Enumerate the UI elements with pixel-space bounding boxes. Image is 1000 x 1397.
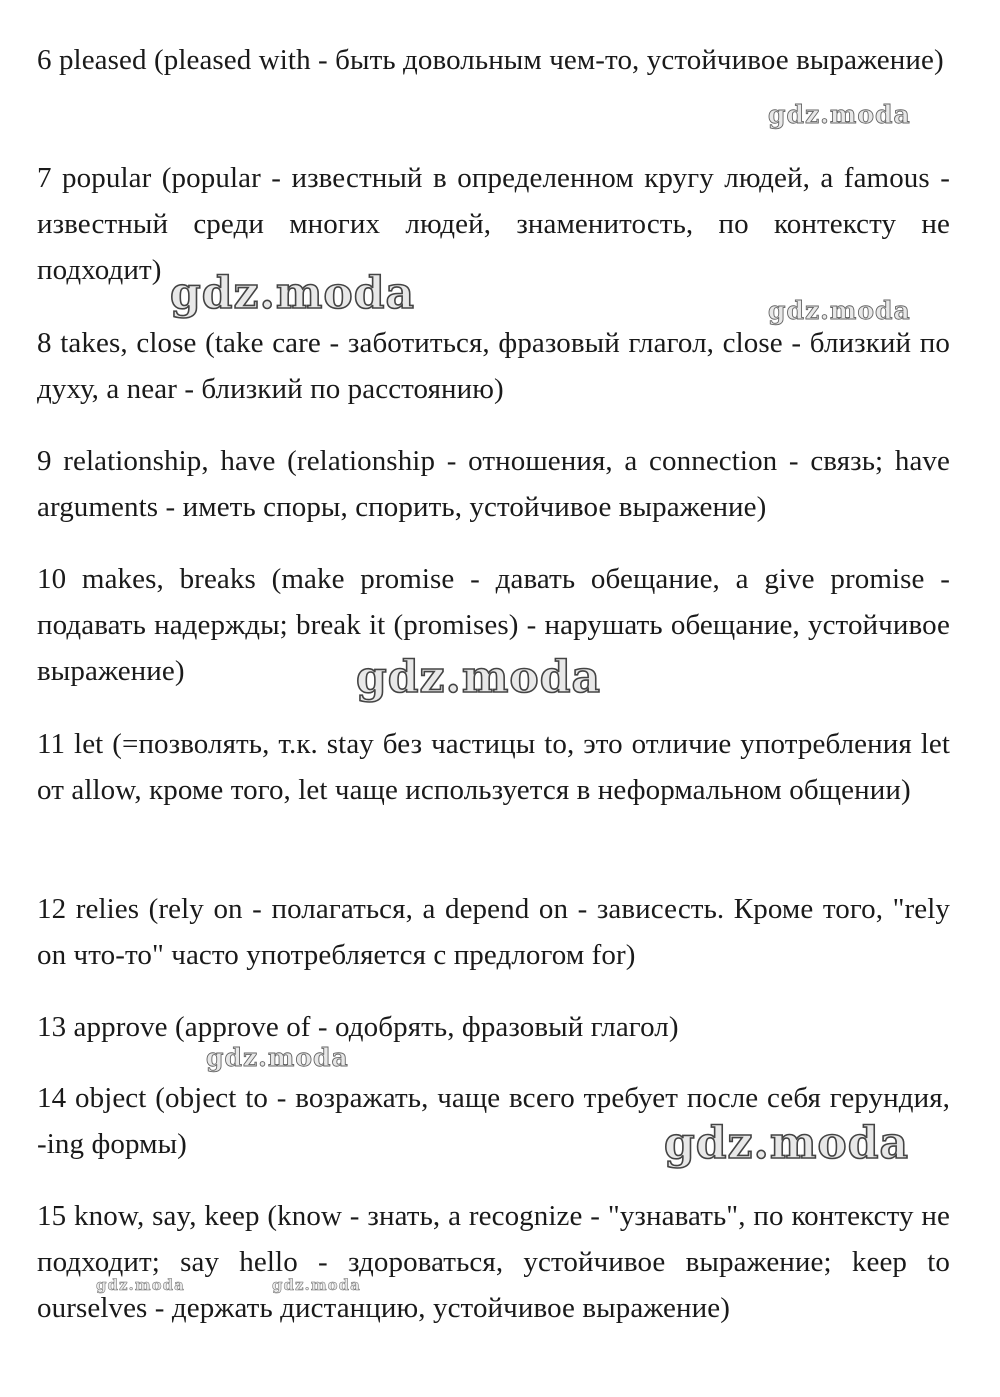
answer-entry-12: 12 relies (rely on - полагаться, a depend on - зависесть. Кроме того, "rely on что-то" часто употребляется с предлогом for) [37, 893, 950, 971]
watermark-logo: gdz.moda [96, 1276, 185, 1294]
answer-entry-14: 14 object (object to - возражать, чаще всего требует после себя герундия, -ing формы) [37, 1082, 950, 1160]
answer-entry-13: 13 approve (approve of - одобрять, фразовый глагол) [37, 1011, 679, 1043]
watermark-logo: gdz.moda [272, 1276, 361, 1294]
watermark-logo: gdz.moda [356, 652, 602, 703]
watermark-logo: gdz.moda [206, 1043, 349, 1072]
answer-entry-15: 15 know, say, keep (know - знать, a recognize - "узнавать", по контексту не подходит; say hello - здороваться, устойчивое выражение; keep to ourselves - держать дистанцию, устойчивое выражение) [37, 1200, 950, 1324]
watermark-logo: gdz.moda [768, 100, 911, 129]
answer-entry-7: 7 popular (popular - известный в определенном кругу людей, a famous - известный среди многих людей, знаменитость, по контексту не подходит) [37, 162, 950, 286]
watermark-logo: gdz.moda [664, 1118, 910, 1169]
watermark-logo: gdz.moda [768, 296, 911, 325]
answer-entry-6: 6 pleased (pleased with - быть довольным чем-то, устойчивое выражение) [37, 44, 944, 76]
answer-entry-11: 11 let (=позволять, т.к. stay без частицы to, это отличие употребления let от allow, кроме того, let чаще используется в неформальном общении) [37, 728, 950, 806]
answer-entry-10: 10 makes, breaks (make promise - давать обещание, a give promise - подавать надержды; break it (promises) - нарушать обещание, устойчивое выражение) [37, 563, 950, 687]
answer-entry-9: 9 relationship, have (relationship - отношения, a connection - связь; have arguments - иметь споры, спорить, устойчивое выражение) [37, 445, 950, 523]
answer-entry-8: 8 takes, close (take care - заботиться, фразовый глагол, close - близкий по духу, a near - близкий по расстоянию) [37, 327, 950, 405]
watermark-logo: gdz.moda [170, 268, 416, 319]
